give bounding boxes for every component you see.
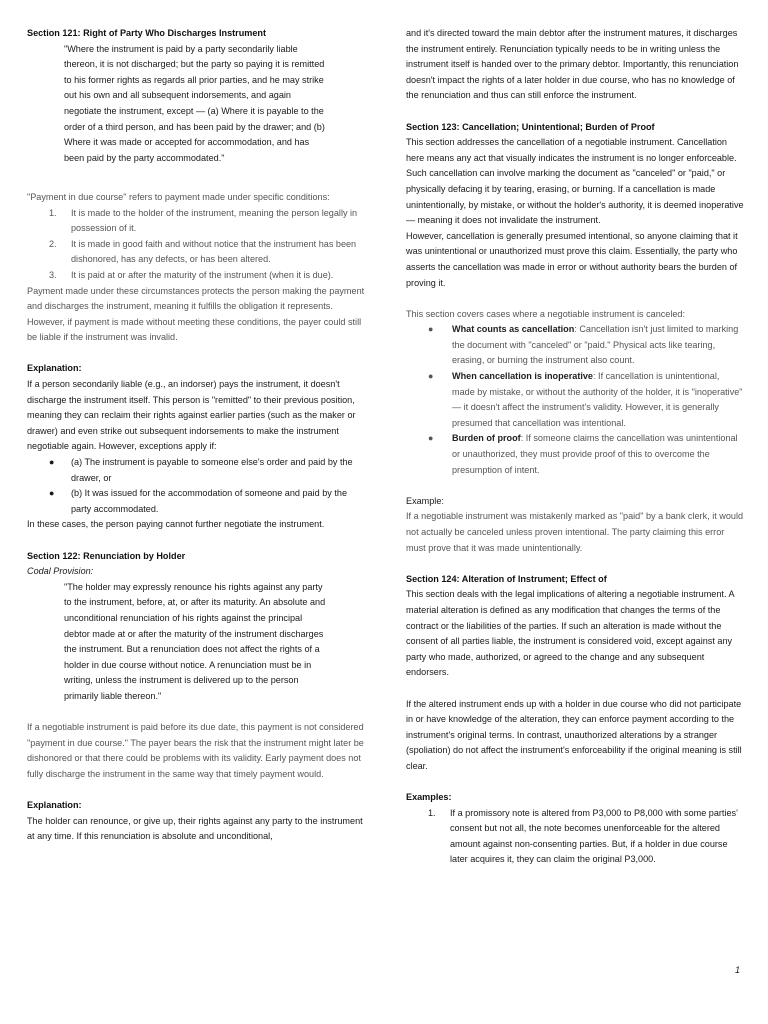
right-column: [406, 26, 744, 868]
explanation-1-title: Explanation:: [27, 363, 82, 374]
list-item-label: When cancellation is inoperative: [452, 371, 593, 382]
explanation-1-body: If a person secondarily liable (e.g., an indorser) pays the instrument, it doesn't discharge the instrument itself. This person is "remitted" to their previous position, meaning they can reclaim their rights against earlier parties (such as the maker or drawer) and even strike out subsequent indorsements to make the instrument negotiable again. However, exceptions apply if:: [27, 379, 356, 452]
list-number: 3.: [49, 269, 57, 280]
list-item-text: : Cancellation isn't just limited to marking the document with "canceled" or "paid." Physical acts like tearing, erasing, or burning the instrument also count.: [452, 324, 739, 366]
bullet-icon: ●: [49, 488, 55, 499]
bullet-icon: ●: [428, 433, 434, 444]
list-number: 2.: [49, 238, 57, 249]
list-item-label: What counts as cancellation: [452, 324, 575, 335]
spacer: [406, 556, 744, 572]
page-number: 1: [735, 965, 741, 975]
section-121-title: Section 121: Right of Party Who Discharges Instrument: [27, 28, 267, 38]
list-item: [27, 486, 365, 517]
list-item: [27, 237, 365, 268]
list-item-text: It is made to the holder of the instrument, meaning the person legally in possession of it.: [71, 207, 358, 234]
list-item-text: (a) The instrument is payable to someone else's order and paid by the drawer, or: [71, 457, 353, 483]
spacer: [27, 533, 365, 549]
list-item: [27, 206, 365, 237]
bullet-icon: ●: [428, 371, 434, 382]
list-item-text: (b) It was issued for the accommodation of someone and paid by the party accommodated.: [71, 488, 347, 514]
list-item: [406, 369, 744, 431]
section-124-paragraph-2: If the altered instrument ends up with a holder in due course who did not participate in or have knowledge of the alteration, they can enforce payment according to the instrument's original terms. In contrast, unauthorized alterations by a stranger (spoliation) do not affect the instrument's enforceability if the original meaning is still clear.: [406, 698, 742, 771]
examples-list: [406, 806, 744, 868]
section-124-title: Section 124: Alteration of Instrument; Effect of: [406, 573, 607, 584]
list-item-text: It is paid at or after the maturity of the instrument (when it is due).: [71, 269, 334, 280]
example-title: Example:: [406, 495, 444, 506]
spacer: [27, 346, 365, 362]
section-124-paragraph-1: This section deals with the legal implications of altering a negotiable instrument. A material alteration is defined as any modification that changes the terms of the contract or the liabilities of the parties. If such an alteration is made without the consent of all parties liable, the instrument is considered void, except against any party who made, authorized, or agreed to the change and any subsequent endorsers.: [406, 589, 735, 678]
early-payment-note: If a negotiable instrument is paid before its due date, this payment is not considered "payment in due course." The payer bears the risk that the instrument might later be dishonored or that there could be problems with its validity. Early payment does not fully discharge the instrument in the same way that timely payment would.: [27, 722, 364, 779]
list-number: 1.: [428, 807, 436, 818]
bullet-icon: ●: [49, 457, 55, 468]
section-123-paragraph-2: However, cancellation is generally presumed intentional, so anyone claiming that it was unintentional or unauthorized must prove this claim. Essentially, the party who asserts the cancellation was made in error or without authority bears the burden of proving it.: [406, 230, 738, 288]
payment-due-course-conclusion: Payment made under these circumstances protects the person making the payment and discharges the instrument, meaning it fulfills the obligation it represents. However, if payment is made without meeting these conditions, the payer could still be liable if the instrument was invalid.: [27, 285, 365, 343]
section-123-intro: This section covers cases where a negotiable instrument is canceled:: [406, 308, 686, 319]
section-123-paragraph-1: This section addresses the cancellation of a negotiable instrument. Cancellation here means any act that visually indicates the instrument is no longer enforceable. Such cancellation can involve marking the document as "canceled" or "paid," or physically defacing it by tearing, erasing, or burning. If a cancellation is made unintentionally, by mistake, or without the holder's authority, it is deemed inoperative — meaning it does not invalidate the instrument.: [406, 137, 744, 226]
codal-provision-label: Codal Provision:: [27, 566, 94, 577]
list-item: [27, 268, 365, 284]
examples-title: Examples:: [406, 792, 452, 803]
list-item-text: : If someone claims the cancellation was unintentional or unauthorized, they must provide proof of this to overcome the presumption of intent.: [452, 433, 738, 475]
list-number: 1.: [49, 207, 57, 218]
spacer: [27, 783, 365, 799]
spacer: [406, 681, 744, 697]
spacer: [27, 705, 365, 721]
section-121-quote: "Where the instrument is paid by a party secondarily liable thereon, it is not discharged; but the party so paying it is remitted to his former rights as regards all prior parties, and he may strike out his own and all subsequent indorsements, and again negotiate the instrument, except — (a) Where it is payable to the order of a third person, and has been paid by the drawer; and (b) Where it was made or accepted for accommodation, and has been paid by the party accommodated.": [64, 43, 325, 163]
spacer: [406, 104, 744, 120]
explanation-1-conclusion: In these cases, the person paying cannot further negotiate the instrument.: [27, 519, 325, 530]
explanation-2-continued: and it's directed toward the main debtor after the instrument matures, it discharges the instrument entirely. Renunciation typically needs to be in writing unless the instrument itself is handed over to the primary debtor. Importantly, this renunciation doesn't impact the rights of a later holder in due course, who has no knowledge of the renunciation and thus can still enforce the instrument.: [406, 28, 739, 101]
exceptions-list: [27, 455, 365, 517]
section-123-title: Section 123: Cancellation; Unintentional; Burden of Proof: [406, 121, 655, 132]
list-item: [406, 431, 744, 478]
spacer: [406, 775, 744, 791]
list-item: [406, 322, 744, 369]
explanation-2-body: The holder can renounce, or give up, their rights against any party to the instrument at any time. If this renunciation is absolute and unconditional,: [27, 815, 363, 842]
section-122-quote: "The holder may expressly renounce his rights against any party to the instrument, before, at, or after its maturity. An absolute and unconditional renunciation of his rights against the principal debtor made at or after the maturity of the instrument discharges the instrument. But a renunciation does not affect the rights of a holder in due course without notice. A renunciation must be in writing, unless the instrument is delivered up to the person primarily liable thereon.": [64, 581, 326, 701]
list-item-label: Burden of proof: [452, 433, 521, 444]
spacer: [27, 182, 365, 190]
list-item: [406, 806, 744, 868]
left-column: [27, 26, 365, 845]
spacer: [406, 478, 744, 494]
example-body: If a negotiable instrument was mistakenly marked as "paid" by a bank clerk, it would not actually be canceled unless proven intentional. The party claiming this error must prove that it was made unintentionally.: [406, 511, 744, 553]
payment-due-course-list: [27, 206, 365, 284]
payment-due-course-intro: "Payment in due course" refers to payment made under specific conditions:: [27, 191, 330, 202]
list-item-text: If a promissory note is altered from P3,000 to P8,000 with some parties' consent but not all, the note becomes unenforceable for the altered amount against non-consenting parties. But, if a holder in due course later acquires it, they can claim the original P3,000.: [450, 807, 738, 865]
cancellation-list: [406, 322, 744, 478]
spacer: [27, 166, 365, 182]
list-item: [27, 455, 365, 486]
list-item-text: It is made in good faith and without notice that the instrument has been dishonored, has any defects, or has been altered.: [71, 238, 357, 265]
spacer: [406, 291, 744, 307]
list-item-text: : If cancellation is unintentional, made by mistake, or without the authority of the holder, it is "inoperative" — it doesn't affect the instrument's validity. However, it is generally presumed that cancellation was intentional.: [452, 371, 743, 428]
explanation-2-title: Explanation:: [27, 800, 82, 811]
bullet-icon: ●: [428, 324, 434, 335]
section-122-title: Section 122: Renunciation by Holder: [27, 550, 186, 561]
